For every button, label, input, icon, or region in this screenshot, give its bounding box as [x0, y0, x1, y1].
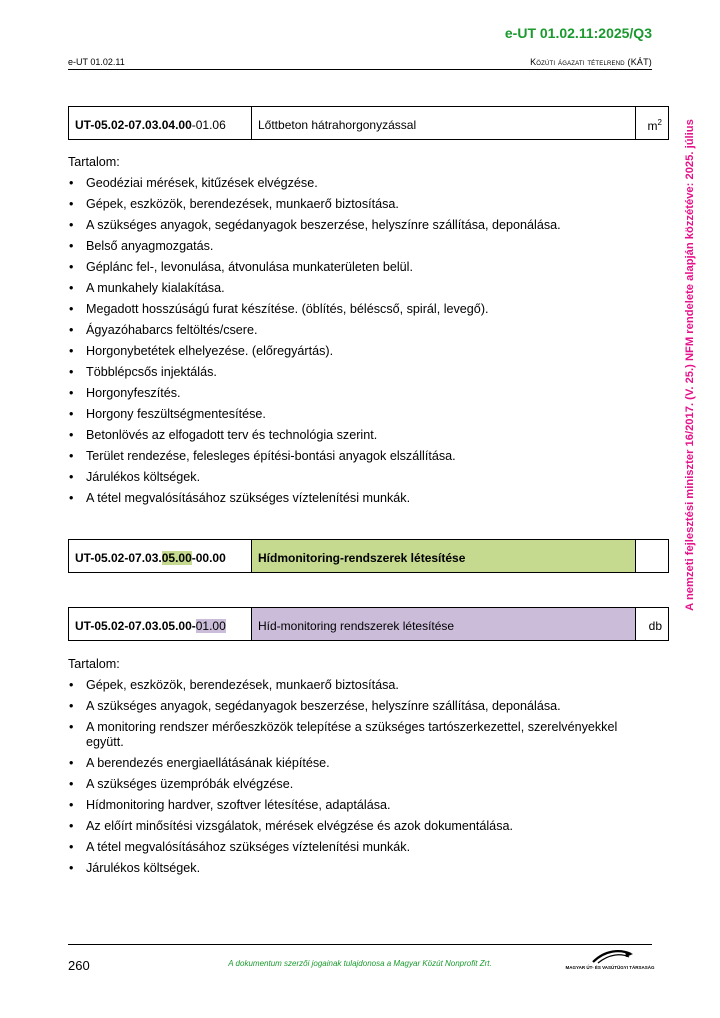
item-code-main: UT-05.02-07.03.04.00 [75, 118, 192, 132]
logo-swoosh-icon [565, 948, 655, 964]
list-item: • Terület rendezése, felesleges építési-bontási anyagok elszállítása. [68, 449, 628, 464]
list-item: • A berendezés energiaellátásának kiépítése. [68, 756, 628, 771]
item-table-2 [68, 607, 669, 641]
list-item: • Horgonyfeszítés. [68, 386, 628, 401]
group-unit [636, 540, 669, 573]
society-logo [565, 948, 655, 970]
list-item: • A tétel megvalósításához szükséges víztelenítési munkák. [68, 840, 628, 855]
group-code [69, 540, 252, 573]
list-item: • Hídmonitoring hardver, szoftver létesítése, adaptálása. [68, 798, 628, 813]
group-code-b: 05.00 [161, 551, 192, 565]
content-label-1: Tartalom: [68, 155, 120, 169]
page-number: 260 [68, 958, 90, 973]
content-list-1 [68, 176, 628, 512]
item-unit: db [636, 608, 669, 641]
item-title: Lőttbeton hátrahorgonyzással [252, 107, 636, 140]
footer-divider [68, 944, 652, 945]
list-item: • Horgony feszültségmentesítése. [68, 407, 628, 422]
side-note-text: A nemzeti fejlesztési miniszter 16/2017. (V. 25.) NFM rendelete alapján közzétéve: 2025. július [684, 119, 696, 611]
page-header [68, 57, 652, 70]
copyright-note: A dokumentum szerzői jogainak tulajdonosa a Magyar Közút Nonprofit Zrt. [228, 959, 492, 968]
list-item: • Gépek, eszközök, berendezések, munkaerő biztosítása. [68, 678, 628, 693]
list-item: • Géplánc fel-, levonulása, átvonulása munkaterületen belül. [68, 260, 628, 275]
list-item: • A tétel megvalósításához szükséges víztelenítési munkák. [68, 491, 628, 506]
list-item: • Az előírt minősítési vizsgálatok, mérések elvégzése és azok dokumentálása. [68, 819, 628, 834]
list-item: • Járulékos költségek. [68, 470, 628, 485]
logo-text: MAGYAR ÚT- ÉS VASÚTÜGYI TÁRSASÁG [565, 965, 655, 970]
document-code: e-UT 01.02.11:2025/Q3 [504, 25, 652, 41]
header-right: Közúti ágazati tételrend (KÁT) [530, 57, 652, 67]
list-item: • A szükséges anyagok, segédanyagok beszerzése, helyszínre szállítása, deponálása. [68, 218, 628, 233]
item-row [69, 107, 669, 140]
list-item: • Horgonybetétek elhelyezése. (előregyártás). [68, 344, 628, 359]
item-title: Híd-monitoring rendszerek létesítése [252, 608, 636, 641]
header-left: e-UT 01.02.11 [68, 57, 125, 67]
group-code-a: UT-05.02-07.03. [75, 551, 162, 565]
group-code-c: -00.00 [191, 551, 226, 565]
list-item: • A munkahely kialakítása. [68, 281, 628, 296]
unit-sup: 2 [657, 117, 662, 127]
item-code-suffix: 01.00 [195, 619, 226, 633]
item-unit [636, 107, 669, 140]
item-code-main: UT-05.02-07.03.05.00- [75, 619, 196, 633]
group-row [69, 540, 669, 573]
item-row [69, 608, 669, 641]
list-item: • Betonlövés az elfogadott terv és technológia szerint. [68, 428, 628, 443]
list-item: • A szükséges üzempróbák elvégzése. [68, 777, 628, 792]
unit-base: m [647, 118, 658, 133]
list-item: • Gépek, eszközök, berendezések, munkaerő biztosítása. [68, 197, 628, 212]
item-code [69, 608, 252, 641]
content-label-2: Tartalom: [68, 657, 120, 671]
list-item: • Járulékos költségek. [68, 861, 628, 876]
list-item: • Többlépcsős injektálás. [68, 365, 628, 380]
item-code-suffix: -01.06 [191, 118, 226, 132]
content-list-2 [68, 678, 628, 882]
item-code [69, 107, 252, 140]
group-title: Hídmonitoring-rendszerek létesítése [252, 540, 636, 573]
list-item: • A szükséges anyagok, segédanyagok beszerzése, helyszínre szállítása, deponálása. [68, 699, 628, 714]
list-item: • Belső anyagmozgatás. [68, 239, 628, 254]
group-table [68, 539, 669, 573]
list-item: • Geodéziai mérések, kitűzések elvégzése. [68, 176, 628, 191]
list-item: • Megadott hosszúságú furat készítése. (öblítés, béléscső, spirál, levegő). [68, 302, 628, 317]
item-table-1 [68, 106, 669, 140]
list-item: • A monitoring rendszer mérőeszközök telepítése a szükséges tartószerkezettel, szerelvényekkel együtt. [68, 720, 628, 750]
list-item: • Ágyazóhabarcs feltöltés/csere. [68, 323, 628, 338]
